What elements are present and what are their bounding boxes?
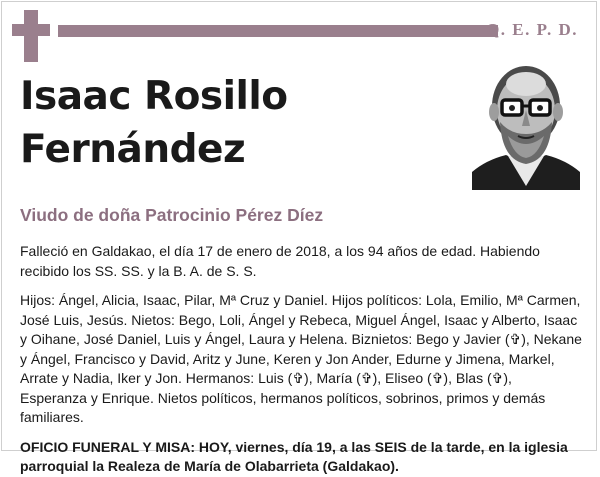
deceased-name — [20, 70, 288, 176]
obituary-card — [1, 1, 597, 474]
family-list: Hijos: Ángel, Alicia, Isaac, Pilar, Mª Cruz y Daniel. Hijos políticos: Lola, Emilio, Mª Carmen, José Luis, Jesús. Nietos: Bego, Loli, Ángel y Rebeca, Miguel Ángel, Isaac y Alberto, Isaac y Oihane, José Daniel, Luis y Ángel, Laura y Helena. Biznietos: Bego y Javier (✞), Nekane y Ángel, Francisco y David, Aritz y June, Keren y Jon Ander, Edurne y Jimena, Markel, Arrate y Nadia, Iker y Jon. Hermanos: Luis (✞), María (✞), Eliseo (✞), Blas (✞), Esperanza y Enrique. Nietos políticos, hermanos políticos, sobrinos, primos y demás familiares. — [20, 292, 582, 425]
name-line-2: Fernández — [20, 127, 246, 172]
header-bar — [58, 25, 498, 37]
rip-label: Q. E. P. D. — [486, 20, 578, 39]
portrait-photo — [472, 60, 580, 190]
widower-subtitle: Viudo de doña Patrocinio Pérez Díez — [20, 205, 324, 225]
death-details: Falleció en Galdakao, el día 17 de enero de 2018, a los 94 años de edad. Habiendo recibido los SS. SS. y la B. A. de S. S. — [20, 243, 540, 279]
name-line-1: Isaac Rosillo — [20, 74, 288, 119]
obituary-body — [20, 242, 582, 477]
funeral-notice: OFICIO FUNERAL Y MISA: HOY, viernes, día 19, a las SEIS de la tarde, en la iglesia parroquial la Realeza de María de Olabarrieta (Galdakao). — [20, 438, 568, 474]
